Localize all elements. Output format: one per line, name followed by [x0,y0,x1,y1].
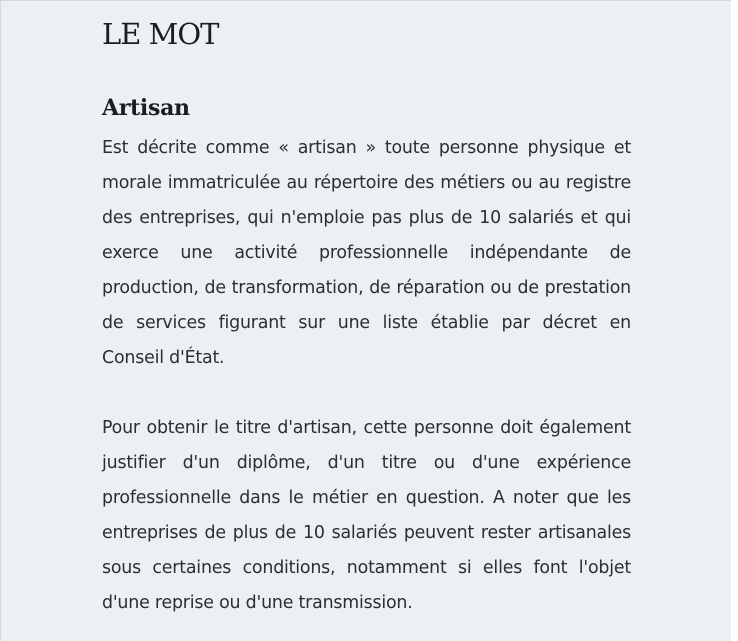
definition-paragraph: Est décrite comme « artisan » toute personne physique et morale immatriculée au répertoire des métiers ou au registre des entreprises, qui n'emploie pas plus de 10 salariés et qui exerce une activité professionnelle indépendante de production, de transformation, de réparation ou de prestation de services figurant sur une liste établie par décret en Conseil d'État. [102,138,631,368]
section-title: LE MOT [102,17,219,51]
definition-content [102,1,631,621]
definition-paragraph: Pour obtenir le titre d'artisan, cette personne doit également justifier d'un diplôme, d'un titre ou d'une expérience professionnelle dans le métier en question. A noter que les entreprises de plus de 10 salariés peuvent rester artisanales sous certaines conditions, notamment si elles font l'objet d'une reprise ou d'une transmission. [102,418,631,613]
term-heading: Artisan [102,95,190,121]
